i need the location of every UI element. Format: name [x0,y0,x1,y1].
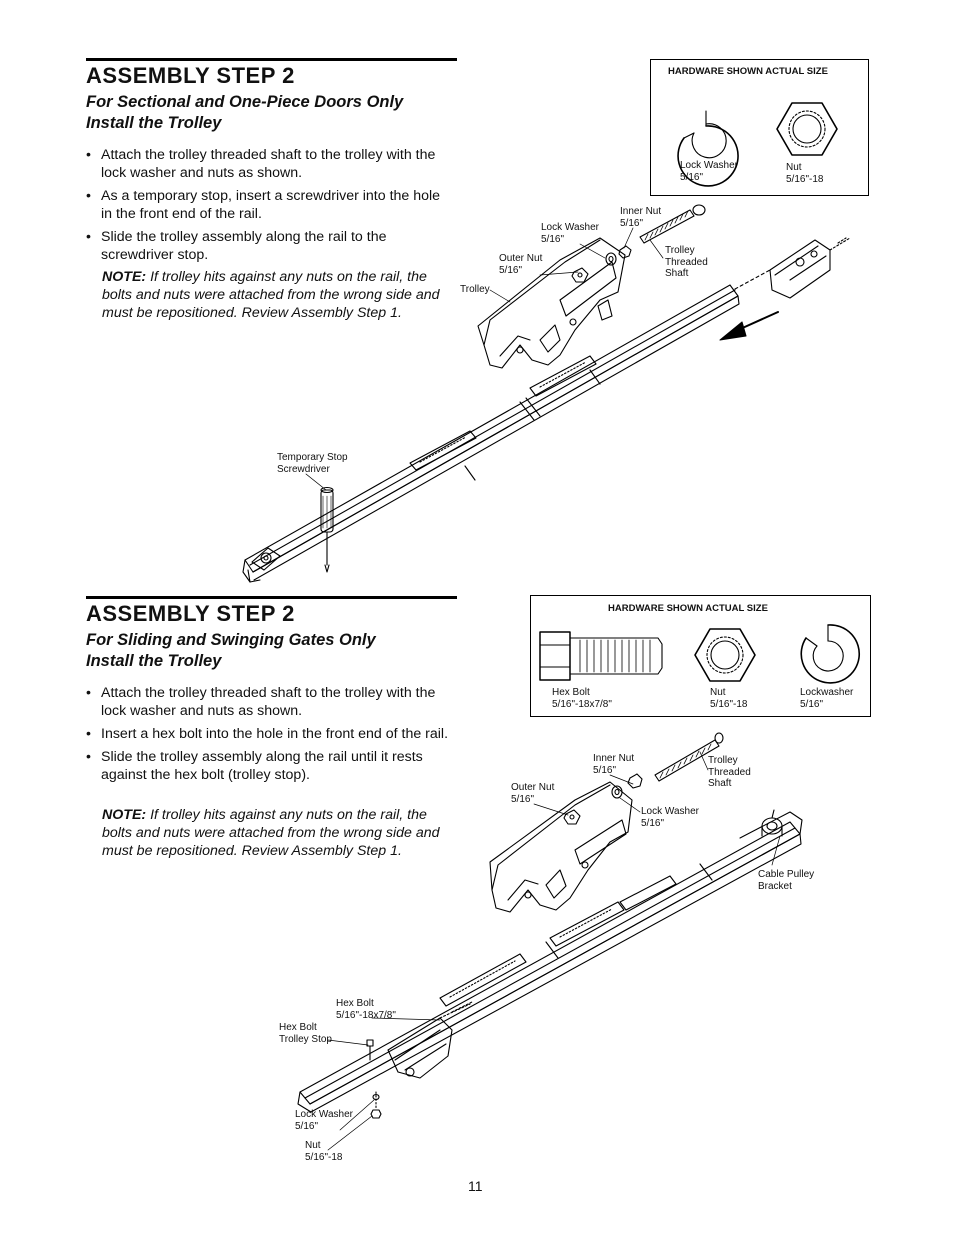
label-hex-bolt: Hex Bolt 5/16"-18x7/8" [336,998,396,1021]
note-label: NOTE: [102,807,147,823]
hardware-title-1: HARDWARE SHOWN ACTUAL SIZE [668,66,828,77]
hex-nut-icon [777,103,837,155]
trolley-icon [490,782,632,912]
subtitle-line: Install the Trolley [86,114,222,132]
label-trolley-stop: Hex Bolt Trolley Stop [279,1022,332,1045]
hw-lock-washer-label: Lock Washer 5/16" [680,160,738,183]
hex-bolt-icon [540,632,662,680]
label-inner-nut: Inner Nut 5/16" [593,753,635,776]
hex-nut-icon [695,629,755,681]
list-item: • Insert a hex bolt into the hole in the front end of the rail. [86,725,454,743]
nut-icon [628,774,642,788]
end-bracket-icon [770,238,850,298]
label-lock-washer-bottom: Lock Washer 5/16" [295,1109,353,1132]
lock-washer-icon [801,625,859,683]
note-label: NOTE: [102,269,147,285]
arrow-left-icon [720,312,778,340]
list-item: • Attach the trolley threaded shaft to the trolley with the lock washer and nuts as shown. [86,146,454,182]
subtitle-line: Install the Trolley [86,652,222,670]
label-cable-pulley: Cable Pulley Bracket [758,869,815,892]
label-nut-bottom: Nut 5/16"-18 [305,1140,343,1163]
rail-2 [298,812,802,1112]
hardware-title-2: HARDWARE SHOWN ACTUAL SIZE [608,603,768,614]
threaded-shaft-icon [640,205,705,243]
label-trolley-shaft: Trolley Threaded Shaft [708,755,751,789]
page-number: 11 [468,1178,483,1194]
list-item: • As a temporary stop, insert a screwdriver into the hole in the front end of the rail. [86,187,454,223]
hw-nut-label: Nut 5/16"-18 [786,162,824,185]
note-text: If trolley hits against any nuts on the rail, the bolts and nuts were attached from the wrong side and must be repositioned. Review Assembly Step 1. [102,269,440,321]
label-screwdriver: Temporary Stop Screwdriver [277,452,348,475]
label-outer-nut: Outer Nut 5/16" [511,782,555,805]
list-item: • Slide the trolley assembly along the rail to the screwdriver stop. [86,228,454,264]
hex-bolt-small-icon [367,1040,373,1060]
label-trolley-shaft: Trolley Threaded Shaft [665,245,708,279]
hw-lockwasher-label: Lockwasher 5/16" [800,687,854,710]
label-lock-washer: Lock Washer 5/16" [641,806,699,829]
hw-nut-label: Nut 5/16"-18 [710,687,748,710]
trolley-icon [478,238,625,368]
subtitle-line: For Sectional and One-Piece Doors Only [86,93,404,111]
rail-1 [243,285,739,582]
threaded-shaft-icon [655,733,723,781]
label-trolley: Trolley [460,284,490,295]
step-title-2: ASSEMBLY STEP 2 [86,601,295,626]
step-title-1: ASSEMBLY STEP 2 [86,63,295,88]
list-item: • Attach the trolley threaded shaft to the trolley with the lock washer and nuts as shown. [86,684,454,720]
note-text: If trolley hits against any nuts on the rail, the bolts and nuts were attached from the wrong side and must be repositioned. Review Assembly Step 1. [102,807,440,859]
lock-washer-icon [678,111,738,186]
nut-icon [572,268,588,282]
list-item: • Slide the trolley assembly along the rail until it rests against the hex bolt (trolley stop). [86,748,454,784]
label-lock-washer: Lock Washer 5/16" [541,222,599,245]
label-outer-nut: Outer Nut 5/16" [499,253,543,276]
hw-hex-bolt-label: Hex Bolt 5/16"-18x7/8" [552,687,612,710]
label-inner-nut: Inner Nut 5/16" [620,206,662,229]
subtitle-line: For Sliding and Swinging Gates Only [86,631,376,649]
nut-small-icon [371,1110,381,1118]
